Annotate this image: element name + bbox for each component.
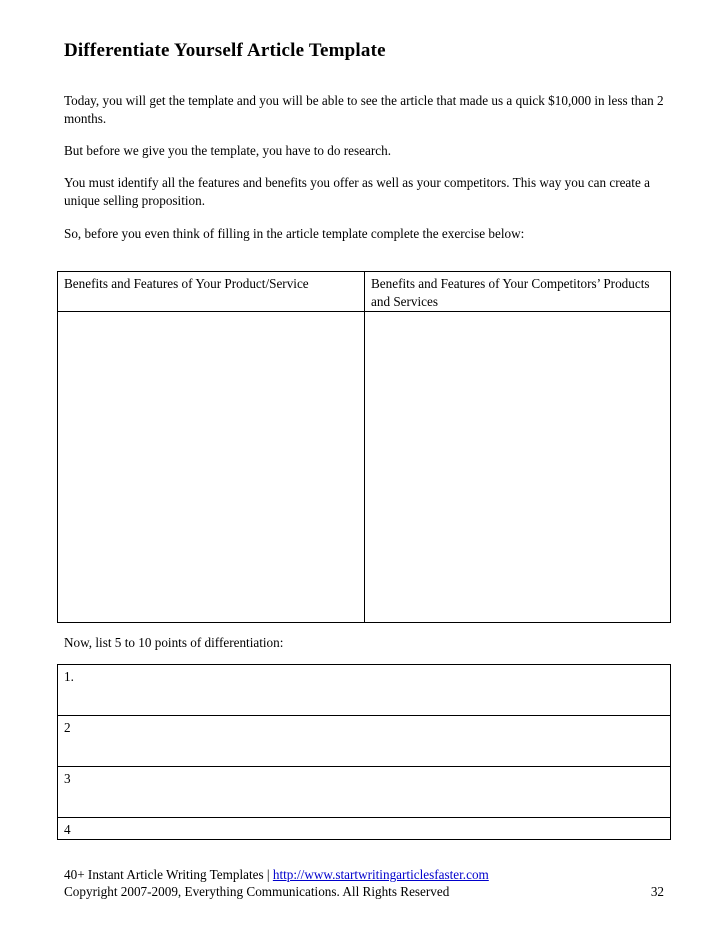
differentiation-points-table [57, 664, 671, 840]
own-benefits-header: Benefits and Features of Your Product/Service [58, 272, 365, 312]
page-title: Differentiate Yourself Article Template [64, 40, 386, 61]
competitor-benefits-cell[interactable] [365, 312, 671, 623]
footer-line-1 [64, 866, 664, 883]
footer-line-2 [64, 883, 664, 900]
table-row [58, 767, 671, 818]
table-row [58, 665, 671, 716]
benefits-table-body-row [58, 312, 671, 623]
footer-link[interactable]: http://www.startwritingarticlesfaster.com [272, 867, 489, 882]
own-benefits-cell[interactable] [58, 312, 365, 623]
differentiation-paragraph: Now, list 5 to 10 points of differentiation: [64, 635, 284, 650]
benefits-table-header-row [58, 272, 671, 312]
features-paragraph: You must identify all the features and benefits you offer as well as your competitors. This way you can create a unique selling proposition. [64, 175, 650, 208]
point-cell-4[interactable]: 4 [58, 818, 671, 840]
page-footer [64, 866, 664, 900]
point-cell-1[interactable]: 1. [58, 665, 671, 716]
point-cell-3[interactable]: 3 [58, 767, 671, 818]
intro-paragraph: Today, you will get the template and you will be able to see the article that made us a quick $10,000 in less than 2 months. [64, 93, 664, 126]
exercise-paragraph: So, before you even think of filling in the article template complete the exercise below: [64, 226, 525, 241]
benefits-table [57, 271, 671, 623]
competitor-benefits-header: Benefits and Features of Your Competitors’ Products and Services [365, 272, 671, 312]
footer-copyright: Copyright 2007-2009, Everything Communications. All Rights Reserved [64, 884, 450, 899]
research-paragraph: But before we give you the template, you have to do research. [64, 143, 392, 158]
footer-prefix: 40+ Instant Article Writing Templates | [64, 867, 273, 882]
table-row [58, 818, 671, 840]
page-number: 32 [650, 884, 664, 899]
point-cell-2[interactable]: 2 [58, 716, 671, 767]
table-row [58, 716, 671, 767]
